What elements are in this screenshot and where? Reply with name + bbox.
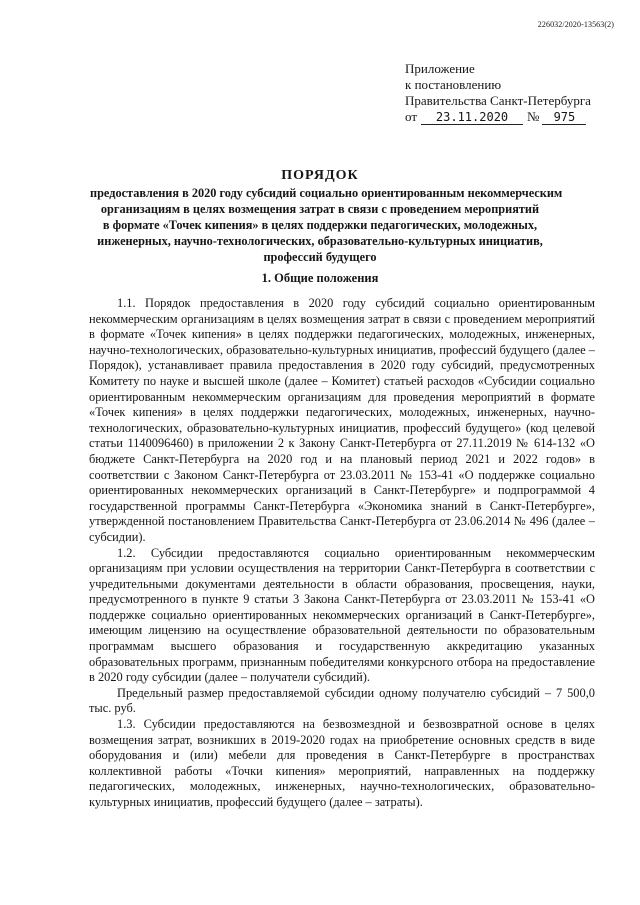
annex-from-label: от bbox=[405, 109, 418, 124]
paragraph-1-3: 1.3. Субсидии предоставляются на безвозмездной и безвозвратной основе в целях возмещения затрат, возникших в 2019-2020 годах на приобретение основных средств в виде оборудования и (или) мебели для проведения в Санкт-Петербурге в пространствах коллективной работы «Точки кипения» мероприятий, направленных на поддержку педагогических, молодежных, инженерных, научно-технологических, образовательно-культурных инициатив, профессий будущего (далее – затраты). bbox=[89, 717, 595, 809]
annex-date-field: 23.11.2020 bbox=[421, 111, 523, 125]
section-heading: 1. Общие положения bbox=[261, 271, 379, 285]
annex-date-row bbox=[405, 109, 591, 125]
annex-number-field: 975 bbox=[542, 111, 586, 125]
paragraph-1-2: 1.2. Субсидии предоставляются социально ориентированным некоммерческим организациям при условии осуществления на территории Санкт-Петербурга в соответствии с учредительными документами деятельности в области образования, просвещения, науки, предусмотренного в пункте 9 статьи 3 Закона Санкт-Петербурга от 23.03.2011 № 153-41 «О поддержке социально ориентированных некоммерческих организаций в Санкт-Петербурге», имеющим лицензию на осуществление образовательной деятельности по образовательным программам высшего образования и государственную аккредитацию указанных образовательных программ, признанным победителями конкурсного отбора на предоставление в 2020 году субсидии (далее – получатели субсидий). bbox=[89, 545, 595, 685]
subtitle-line: профессий будущего bbox=[263, 250, 377, 264]
document-body bbox=[89, 296, 595, 811]
annex-block bbox=[405, 61, 591, 125]
annex-line-2: к постановлению bbox=[405, 77, 502, 92]
paragraph-subsidy-limit: Предельный размер предоставляемой субсидии одному получателю субсидий – 7 500,0 тыс. руб. bbox=[89, 685, 595, 716]
annex-number-label: № bbox=[527, 109, 540, 124]
subtitle-line: в формате «Точек кипения» в целях поддержки педагогических, молодежных, bbox=[102, 218, 538, 232]
annex-line-1: Приложение bbox=[405, 61, 475, 76]
subtitle-line: инженерных, научно-технологических, образовательно-культурных инициатив, bbox=[97, 234, 543, 248]
paragraph-1-1: 1.1. Порядок предоставления в 2020 году субсидий социально ориентированным некоммерческим организациям в целях возмещения затрат в связи с проведением мероприятий в формате «Точек кипения» в целях поддержки педагогических, молодежных, инженерных, научно-технологических, образовательно-культурных инициатив, профессий будущего (далее – Порядок), устанавливает правила предоставления в 2020 году субсидий, предусмотренных Комитету по науке и высшей школе (далее – Комитет) статьей расходов «Субсидии социально ориентированным некоммерческим организациям для проведения мероприятий в формате «Точек кипения» в целях поддержки педагогических, молодежных, инженерных, научно-технологических, образовательно-культурных инициатив, профессий будущего» (код целевой статьи 1140096460) в приложении 2 к Закону Санкт-Петербурга от 27.11.2019 № 614-132 «О бюджете Санкт-Петербурга на 2020 год и на плановый период 2021 и 2022 годов» в соответствии с Законом Санкт-Петербурга от 23.03.2011 № 153-41 «О поддержке социально ориентированных некоммерческих организаций в Санкт-Петербурге» и подпрограммой 4 государственной программы Санкт-Петербурга «Экономика знаний в Санкт-Петербурге», утвержденной постановлением Правительства Санкт-Петербурга от 23.06.2014 № 496 (далее – субсидии). bbox=[89, 296, 595, 544]
annex-line-3: Правительства Санкт-Петербурга bbox=[405, 93, 591, 108]
document-registration-number: 226032/2020-13563(2) bbox=[537, 20, 614, 29]
document-title: ПОРЯДОК bbox=[281, 168, 359, 183]
document-subtitle bbox=[90, 185, 563, 265]
subtitle-line: предоставления в 2020 году субсидий социально ориентированным некоммерческим bbox=[90, 186, 563, 200]
subtitle-line: организациям в целях возмещения затрат в связи с проведением мероприятий bbox=[100, 202, 540, 216]
